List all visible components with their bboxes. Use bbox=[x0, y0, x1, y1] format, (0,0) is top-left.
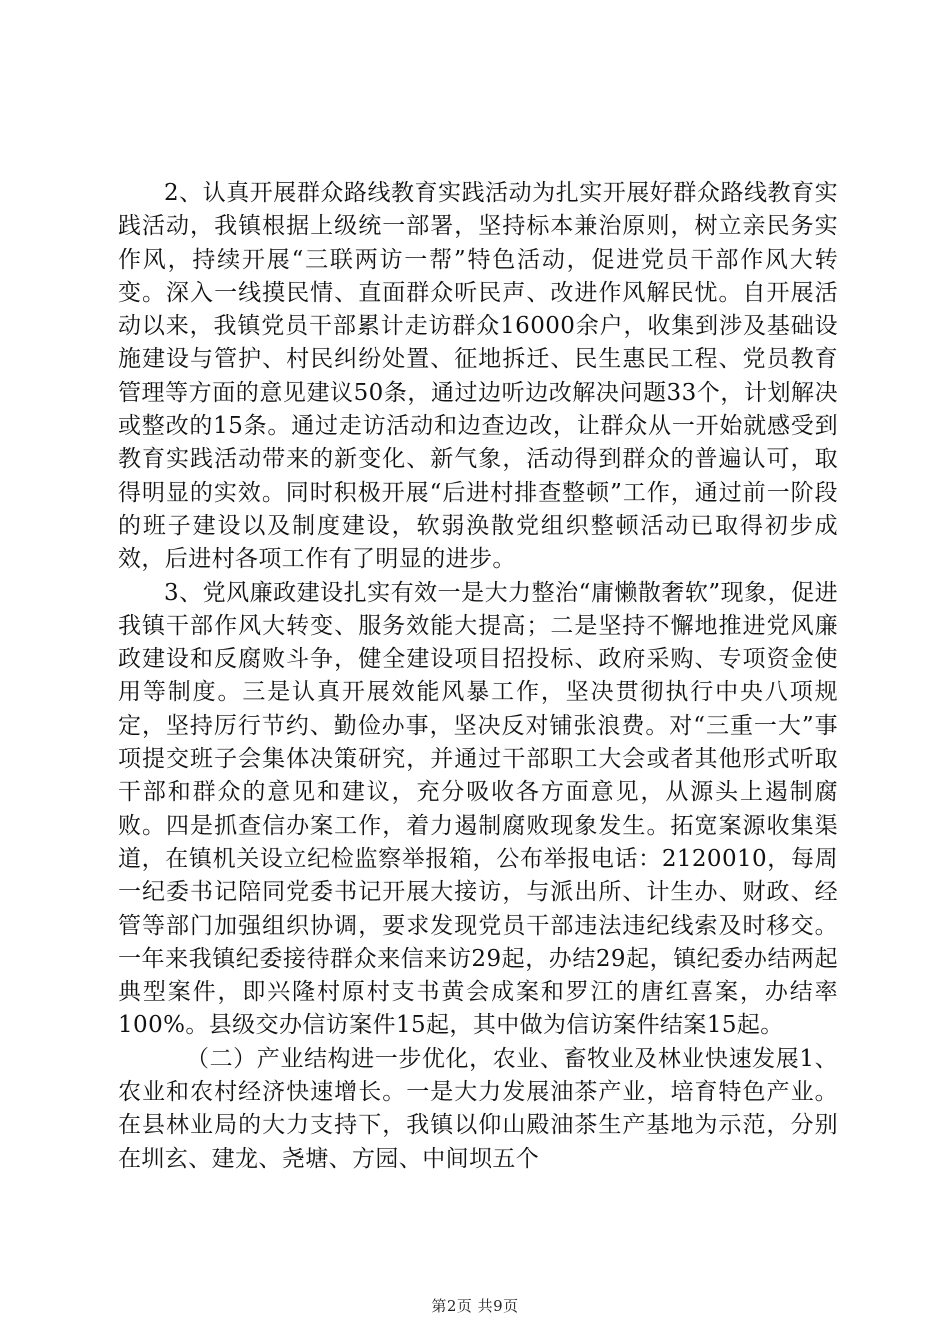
paragraph-mass-line-education: 2、认真开展群众路线教育实践活动为扎实开展好群众路线教育实践活动，我镇根据上级统一部署，坚持标本兼治原则，树立亲民务实作风，持续开展“三联两访一帮”特色活动，促进党员干部作风大转变。深入一线摸民情、直面群众听民声、改进作风解民忧。自开展活动以来，我镇党员干部累计走访群众16000余户，收集到涉及基础设施建设与管护、村民纠纷处置、征地拆迁、民生惠民工程、党员教育管理等方面的意见建议50条，通过边听边改解决问题33个，计划解决或整改的15条。通过走访活动和边查边改，让群众从一开始就感受到教育实践活动带来的新变化、新气象，活动得到群众的普遍认可，取得明显的实效。同时积极开展“后进村排查整顿”工作，通过前一阶段的班子建设以及制度建设，软弱涣散党组织整顿活动已取得初步成效，后进村各项工作有了明显的进步。 bbox=[118, 180, 838, 573]
document-body bbox=[118, 177, 838, 1176]
paragraph-party-integrity: 3、党风廉政建设扎实有效一是大力整治“庸懒散奢软”现象，促进我镇干部作风大转变、服务效能大提高；二是坚持不懈地推进党风廉政建设和反腐败斗争，健全建设项目招投标、政府采购、专项资金使用等制度。三是认真开展效能风暴工作，坚决贯彻执行中央八项规定，坚持厉行节约、勤俭办事，坚决反对铺张浪费。对“三重一大”事项提交班子会集体决策研究，并通过干部职工大会或者其他形式听取干部和群众的意见和建议，充分吸收各方面意见，从源头上遏制腐败。四是抓查信办案工作，着力遏制腐败现象发生。拓宽案源收集渠道，在镇机关设立纪检监察举报箱，公布举报电话：2120010，每周一纪委书记陪同党委书记开展大接访，与派出所、计生办、财政、经管等部门加强组织协调，要求发现党员干部违法违纪线索及时移交。一年来我镇纪委接待群众来信来访29起，办结29起，镇纪委办结两起典型案件，即兴隆村原村支书黄会成案和罗江的唐红喜案，办结率100%。县级交办信访案件15起，其中做为信访案件结案15起。 bbox=[118, 579, 838, 1039]
paragraph-industry-structure: （二）产业结构进一步优化，农业、畜牧业及林业快速发展1、农业和农村经济快速增长。一是大力发展油茶产业，培育特色产业。在县林业局的大力支持下，我镇以仰山殿油茶生产基地为示范，分别在圳玄、建龙、尧塘、方园、中间坝五个 bbox=[118, 1045, 838, 1172]
page-footer: 第2页 共9页 bbox=[431, 1297, 519, 1315]
